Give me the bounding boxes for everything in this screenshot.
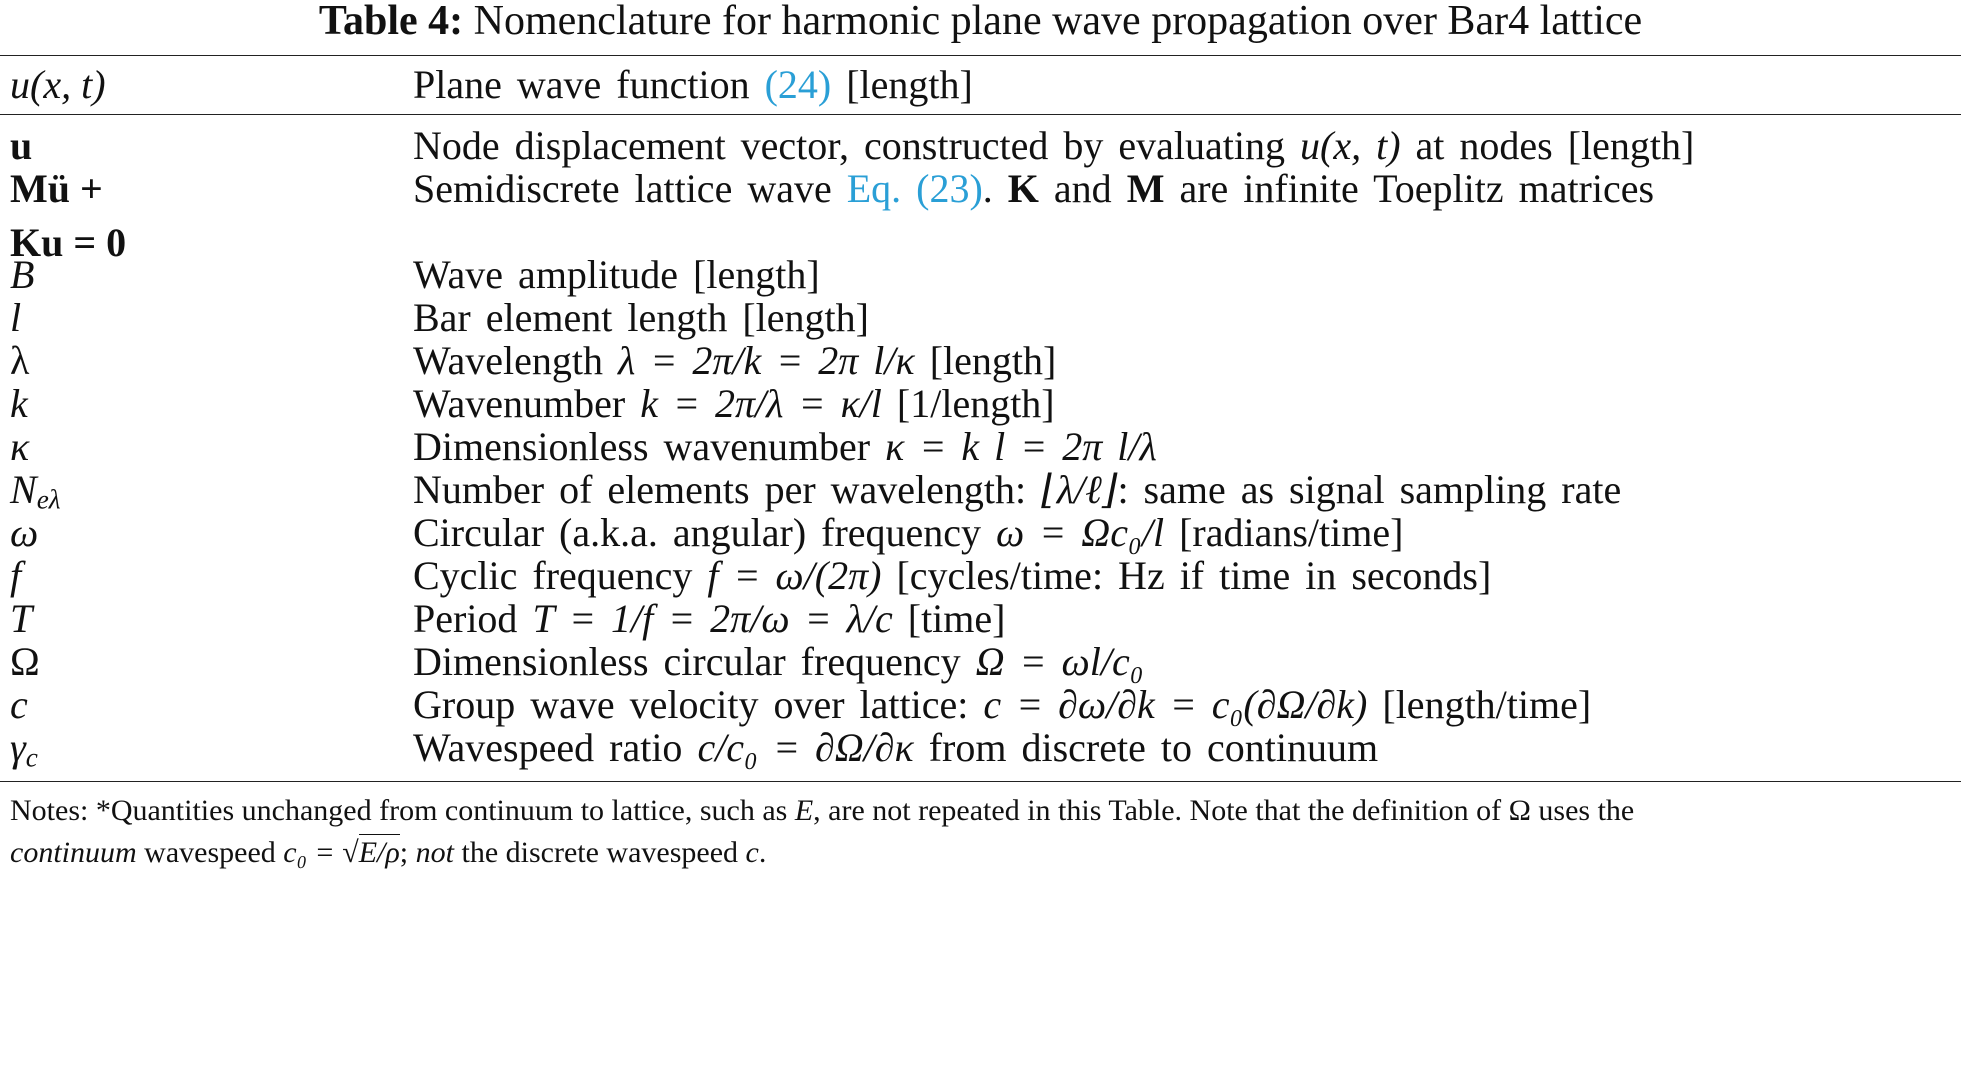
table-label: Table 4: <box>318 0 464 44</box>
table-row <box>0 162 1961 265</box>
row-description: Dimensionless wavenumber κ = k l = 2π l/λ <box>413 424 1157 469</box>
row-symbol: $\gamma_c$ <box>10 725 38 773</box>
row-description: Wavelength λ = 2π/k = 2π l/κ [length] <box>413 338 1057 383</box>
row-symbol: l <box>10 295 22 340</box>
row-symbol: f <box>10 553 22 598</box>
equation-link[interactable]: Eq. (23) <box>846 166 983 211</box>
table-notes: Notes: *Quantities unchanged from continuum to lattice, such as E, are not repeated in this Table. Note that the definition of Ω uses the continuum wavespeed c₀ = √E/ρ; not the discrete wavespeed c. <box>10 794 1635 869</box>
row-description: Cyclic frequency f = ω/(2π) [cycles/time: Hz if time in seconds] <box>413 553 1492 598</box>
row-description: Number of elements per wavelength: ⌊λ/ℓ⌋: same as signal sampling rate <box>413 467 1622 512</box>
row-symbol: T <box>10 596 33 641</box>
row-description: Wave amplitude [length] <box>413 252 820 297</box>
row-symbol: λ <box>10 338 30 383</box>
row-description: Dimensionless circular frequency Ω = ωl/c₀ <box>413 639 1144 684</box>
row-description: Node displacement vector, constructed by evaluating u(x, t) at nodes [length] <box>413 123 1695 168</box>
table-header-row <box>0 58 1961 112</box>
bottom-rule <box>0 781 1961 782</box>
row-symbol: Mü + Ku = 0 <box>10 166 127 265</box>
header-description: Plane wave function (24) [length] <box>413 62 973 107</box>
row-symbol: Ω <box>10 639 40 684</box>
row-description: Wavenumber k = 2π/λ = κ/l [1/length] <box>413 381 1055 426</box>
table-row <box>0 721 1961 775</box>
table-caption: Nomenclature for harmonic plane wave propagation over Bar4 lattice <box>473 0 1643 44</box>
row-symbol: B <box>10 252 35 297</box>
row-description: Circular (a.k.a. angular) frequency ω = Ωc₀/l [radians/time] <box>413 510 1404 555</box>
row-symbol: u <box>10 123 33 168</box>
row-description: Wavespeed ratio c/c₀ = ∂Ω/∂κ from discrete to continuum <box>413 725 1379 770</box>
row-description: Period T = 1/f = 2π/ω = λ/c [time] <box>413 596 1006 641</box>
row-symbol: c <box>10 682 28 727</box>
row-symbol: ω <box>10 510 39 555</box>
row-description: Bar element length [length] <box>413 295 869 340</box>
equation-link[interactable]: (24) <box>764 62 832 107</box>
top-rule <box>0 55 1961 56</box>
row-description: Group wave velocity over lattice: c = ∂ω/∂k = c₀(∂Ω/∂k) [length/time] <box>413 682 1592 727</box>
row-description: Semidiscrete lattice wave Eq. (23). K and M are infinite Toeplitz matrices <box>413 166 1655 211</box>
header-symbol: u(x, t) <box>10 62 106 107</box>
row-symbol: k <box>10 381 28 426</box>
header-rule <box>0 114 1961 115</box>
table-title <box>0 0 1961 48</box>
row-symbol: κ <box>10 424 30 469</box>
row-symbol: $N_{e\lambda}$ <box>10 467 61 515</box>
